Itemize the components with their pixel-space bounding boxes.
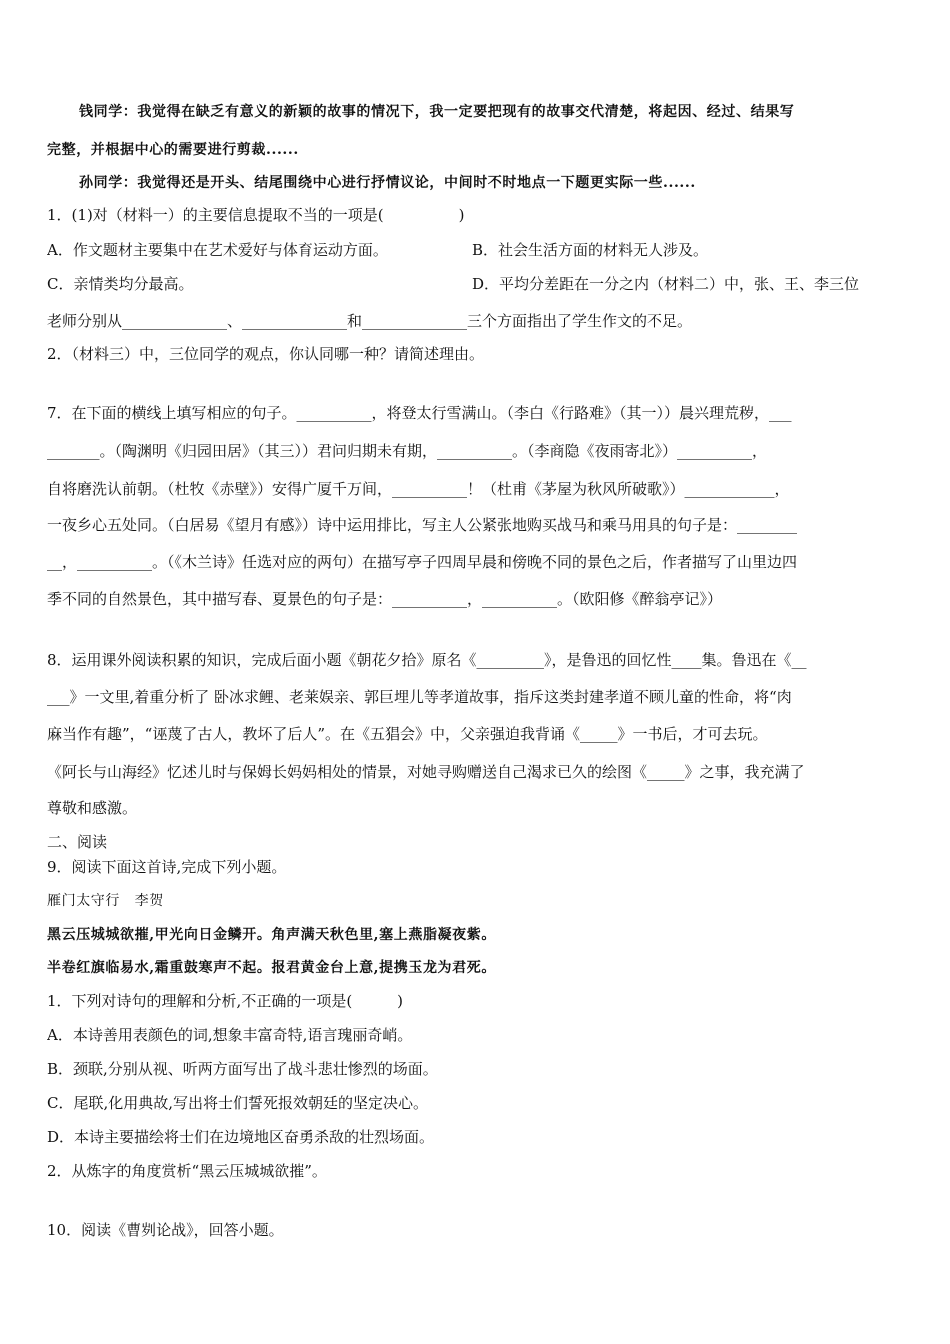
q9-option-a: A．本诗善用表颜色的词,想象丰富奇特,语言瑰丽奇峭。 [47, 1026, 413, 1044]
sun-statement: 孙同学：我觉得还是开头、结尾围绕中心进行抒情议论，中间时不时地点一下题更实际一些...... [79, 175, 696, 191]
q8-line3: 麻当作有趣”，“诬蔑了古人，教坏了后人”。在《五猖会》中，父亲强迫我背诵《_____》一书后，才可去玩。 [47, 725, 768, 743]
q7-line3: 自将磨洗认前朝。（杜牧《赤壁》）安得广厦千万间，__________！（杜甫《茅屋为秋风所破歌》）____________， [47, 480, 790, 498]
option-b: B．社会生活方面的材料无人涉及。 [472, 241, 709, 259]
q9-sub2: 2．从炼字的角度赏析“黑云压城城欲摧”。 [47, 1162, 327, 1180]
q9-option-c: C．尾联,化用典故,写出将士们誓死报效朝廷的坚定决心。 [47, 1094, 429, 1112]
qian-statement-line1: 钱同学：我觉得在缺乏有意义的新颖的故事的情况下，我一定要把现有的故事交代清楚，将起因、经过、结果写 [79, 104, 795, 120]
q9-option-b: B．颈联,分别从视、听两方面写出了战斗悲壮惨烈的场面。 [47, 1060, 438, 1078]
poem-title: 雁门太守行 李贺 [47, 893, 164, 909]
q8-line4: 《阿长与山海经》忆述儿时与保姆长妈妈相处的情景，对她寻购赠送自己渴求已久的绘图《_____》之事，我充满了 [47, 763, 805, 781]
q8-line1: 8．运用课外阅读积累的知识，完成后面小题《朝花夕拾》原名《_________》，是鲁迅的回忆性____集。鲁迅在《__ [47, 651, 807, 669]
q7-line6: 季不同的自然景色，其中描写春、夏景色的句子是：__________，__________。（欧阳修《醉翁亭记》） [47, 590, 723, 608]
poem-line1: 黑云压城城欲摧,甲光向日金鳞开。角声满天秋色里,塞上燕脂凝夜紫。 [47, 927, 496, 943]
q9-option-d: D．本诗主要描绘将士们在边境地区奋勇杀敌的壮烈场面。 [47, 1128, 435, 1146]
q10-stem: 10．阅读《曹刿论战》，回答小题。 [47, 1221, 284, 1239]
q7-line1: 7．在下面的横线上填写相应的句子。__________，将登太行雪满山。（李白《行路难》（其一））晨兴理荒秽，___ [47, 404, 792, 422]
qian-statement-line2: 完整，并根据中心的需要进行剪裁...... [47, 142, 299, 158]
q8-line5: 尊敬和感激。 [47, 799, 138, 817]
q8-line2: ___》一文里,着重分析了 卧冰求鲤、老莱娱亲、郭巨埋儿等孝道故事，指斥这类封建孝道不顾儿童的性命，将“肉 [47, 688, 792, 706]
q9-sub1: 1．下列对诗句的理解和分析,不正确的一项是( ) [47, 992, 404, 1010]
section-heading: 二、阅读 [47, 833, 108, 851]
poem-line2: 半卷红旗临易水,霜重鼓寒声不起。报君黄金台上意,提携玉龙为君死。 [47, 960, 496, 976]
q7-line5: __，__________。（《木兰诗》任选对应的两句）在描写亭子四周早晨和傍晚不同的景色之后，作者描写了山里边四 [47, 553, 798, 571]
question-2: 2．（材料三）中，三位同学的观点，你认同哪一种？请简述理由。 [47, 345, 485, 363]
option-a: A．作文题材主要集中在艺术爱好与体育运动方面。 [47, 241, 388, 259]
q7-line2: _______。（陶渊明《归园田居》（其三））君问归期未有期，__________。（李商隐《夜雨寄北》）__________， [47, 442, 768, 460]
question-1-stem: 1．(1)对（材料一）的主要信息提取不当的一项是( ) [47, 206, 465, 224]
q7-line4: 一夜乡心五处同。（白居易《望月有感》）诗中运用排比，写主人公紧张地购买战马和乘马用具的句子是：________ [47, 516, 798, 534]
option-d: D．平均分差距在一分之内（材料二）中，张、王、李三位 [472, 275, 860, 293]
option-c: C．亲情类均分最高。 [47, 275, 194, 293]
q9-stem: 9．阅读下面这首诗,完成下列小题。 [47, 858, 287, 876]
fill-blank-line: 老师分别从______________、______________和______________三个方面指出了学生作文的不足。 [47, 312, 693, 330]
